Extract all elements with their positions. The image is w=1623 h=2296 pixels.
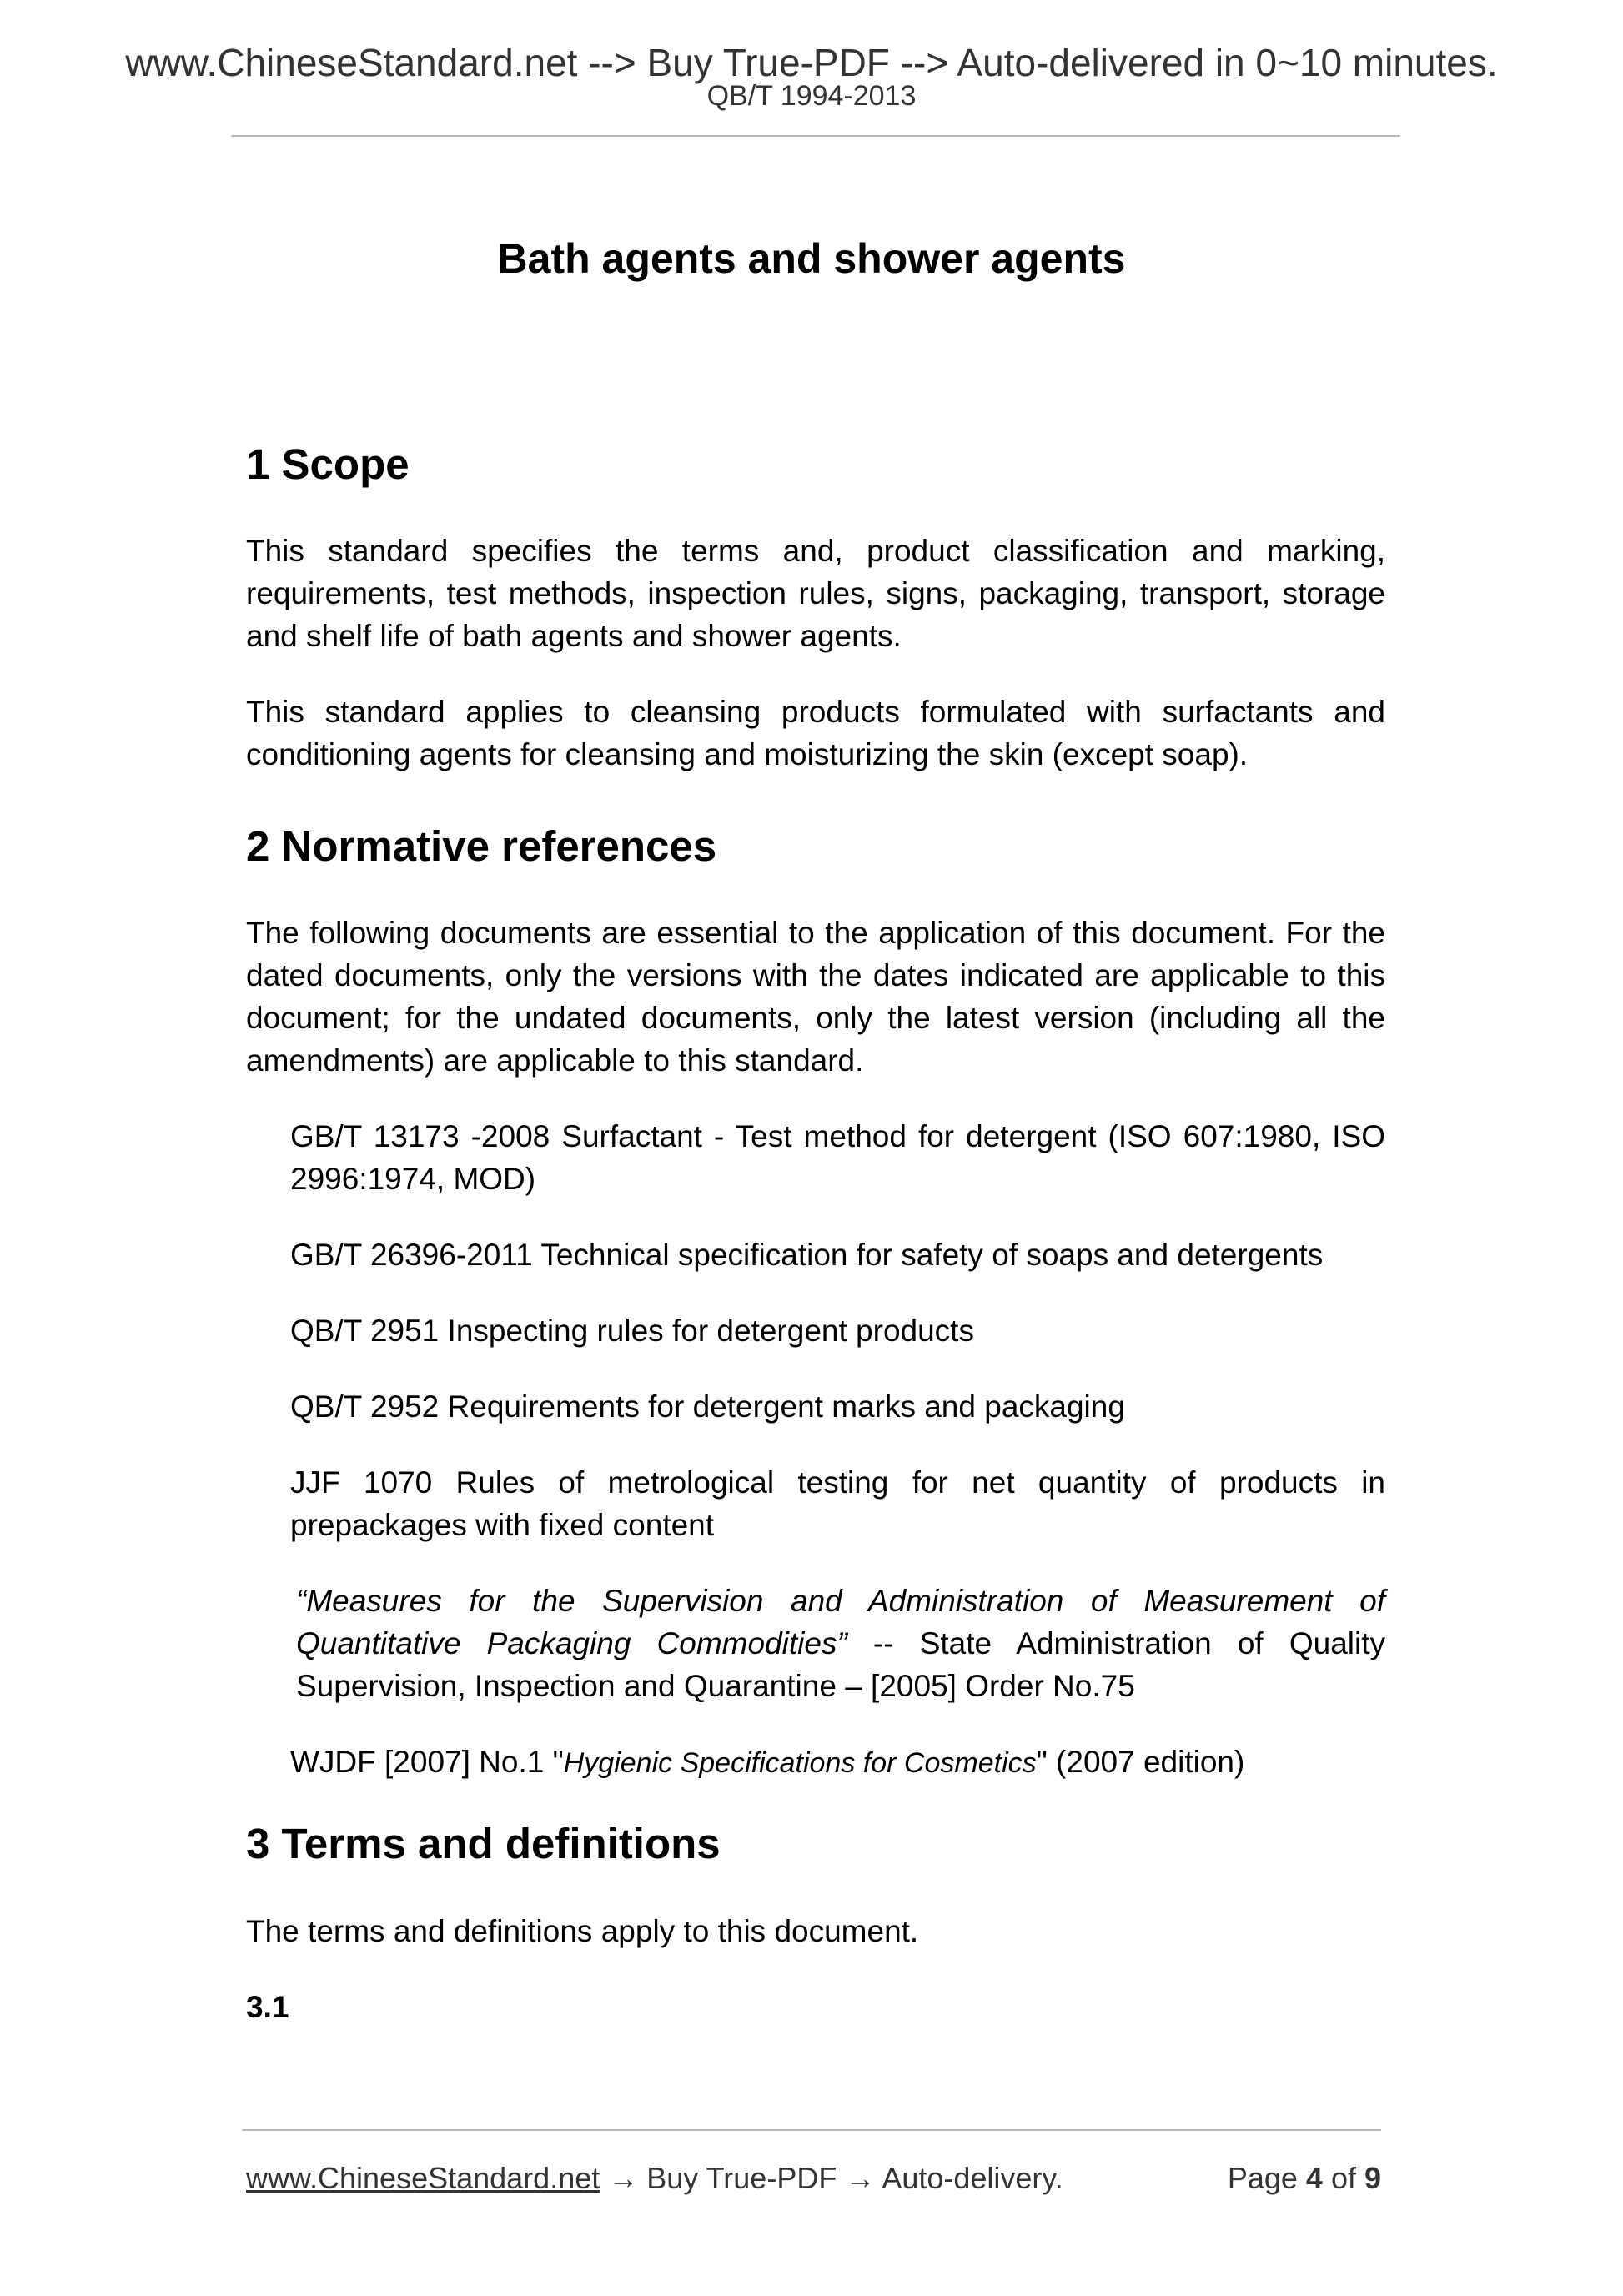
reference-item: GB/T 13173 -2008 Surfactant - Test method for detergent (ISO 607:1980, ISO 2996:1974, MOD)	[290, 1119, 1385, 1197]
footer-divider	[242, 2129, 1381, 2131]
reference-wjdf-suffix: " (2007 edition)	[1036, 1745, 1245, 1780]
reference-item-measures	[296, 1580, 1385, 1707]
footer-site-link[interactable]: www.ChineseStandard.net	[246, 2161, 600, 2195]
reference-item: QB/T 2951 Inspecting rules for detergent products	[290, 1314, 974, 1349]
standard-code: QB/T 1994-2013	[706, 80, 917, 112]
page-indicator	[1228, 2160, 1381, 2197]
header-banner: www.ChineseStandard.net --> Buy True-PDF --> Auto-delivered in 0~10 minutes.	[125, 41, 1498, 84]
document-title: Bath agents and shower agents	[497, 235, 1126, 282]
reference-item-wjdf	[290, 1741, 1385, 1785]
reference-item: QB/T 2952 Requirements for detergent marks and packaging	[290, 1389, 1125, 1424]
reference-wjdf-title: Hygienic Specifications for Cosmetics	[563, 1747, 1037, 1780]
scope-paragraph-1: This standard specifies the terms and, product classification and marking, requirements, test methods, inspection rules, signs, packaging, transport, storage and shelf life of bath agents and shower agents.	[246, 534, 1385, 654]
reference-measures-title: “Measures for the Supervision and Administration of Measurement of Quantitative Packaging Commodities”	[296, 1584, 1385, 1661]
section-heading-scope: 1 Scope	[246, 440, 410, 488]
scope-paragraph-2: This standard applies to cleansing products formulated with surfactants and conditioning agents for cleansing and moisturizing the skin (except soap).	[246, 695, 1385, 772]
reference-item: GB/T 26396-2011 Technical specification for safety of soaps and detergents	[290, 1238, 1324, 1273]
reference-wjdf-prefix: WJDF [2007] No.1 "	[290, 1745, 564, 1780]
terms-intro-paragraph: The terms and definitions apply to this document.	[246, 1913, 919, 1948]
normative-intro-paragraph: The following documents are essential to the application of this document. For the dated documents, only the versions with the dates indicated are applicable to this document; for the undated documents, only the latest version (including all the amendments) are applicable to this standard.	[246, 916, 1385, 1078]
total-page-count: 9	[1364, 2161, 1381, 2195]
footer-promo-text: → Buy True-PDF → Auto-delivery.	[600, 2161, 1063, 2195]
clause-number: 3.1	[246, 1989, 289, 2024]
current-page-number: 4	[1305, 2161, 1323, 2195]
section-heading-normative-references: 2 Normative references	[246, 822, 717, 871]
page-footer	[246, 2160, 1381, 2197]
document-body	[246, 439, 1385, 2028]
footer-promo	[246, 2160, 1063, 2197]
of-word: of	[1322, 2161, 1364, 2195]
section-heading-terms-definitions: 3 Terms and definitions	[246, 1820, 721, 1868]
header-divider	[231, 135, 1400, 137]
page-word: Page	[1227, 2161, 1306, 2195]
reference-measures-issuer: -- State Administration of Quality Supervision, Inspection and Quarantine – [2005] Order No.75	[296, 1626, 1385, 1704]
reference-item: JJF 1070 Rules of metrological testing for net quantity of products in prepackages with fixed content	[290, 1465, 1385, 1543]
